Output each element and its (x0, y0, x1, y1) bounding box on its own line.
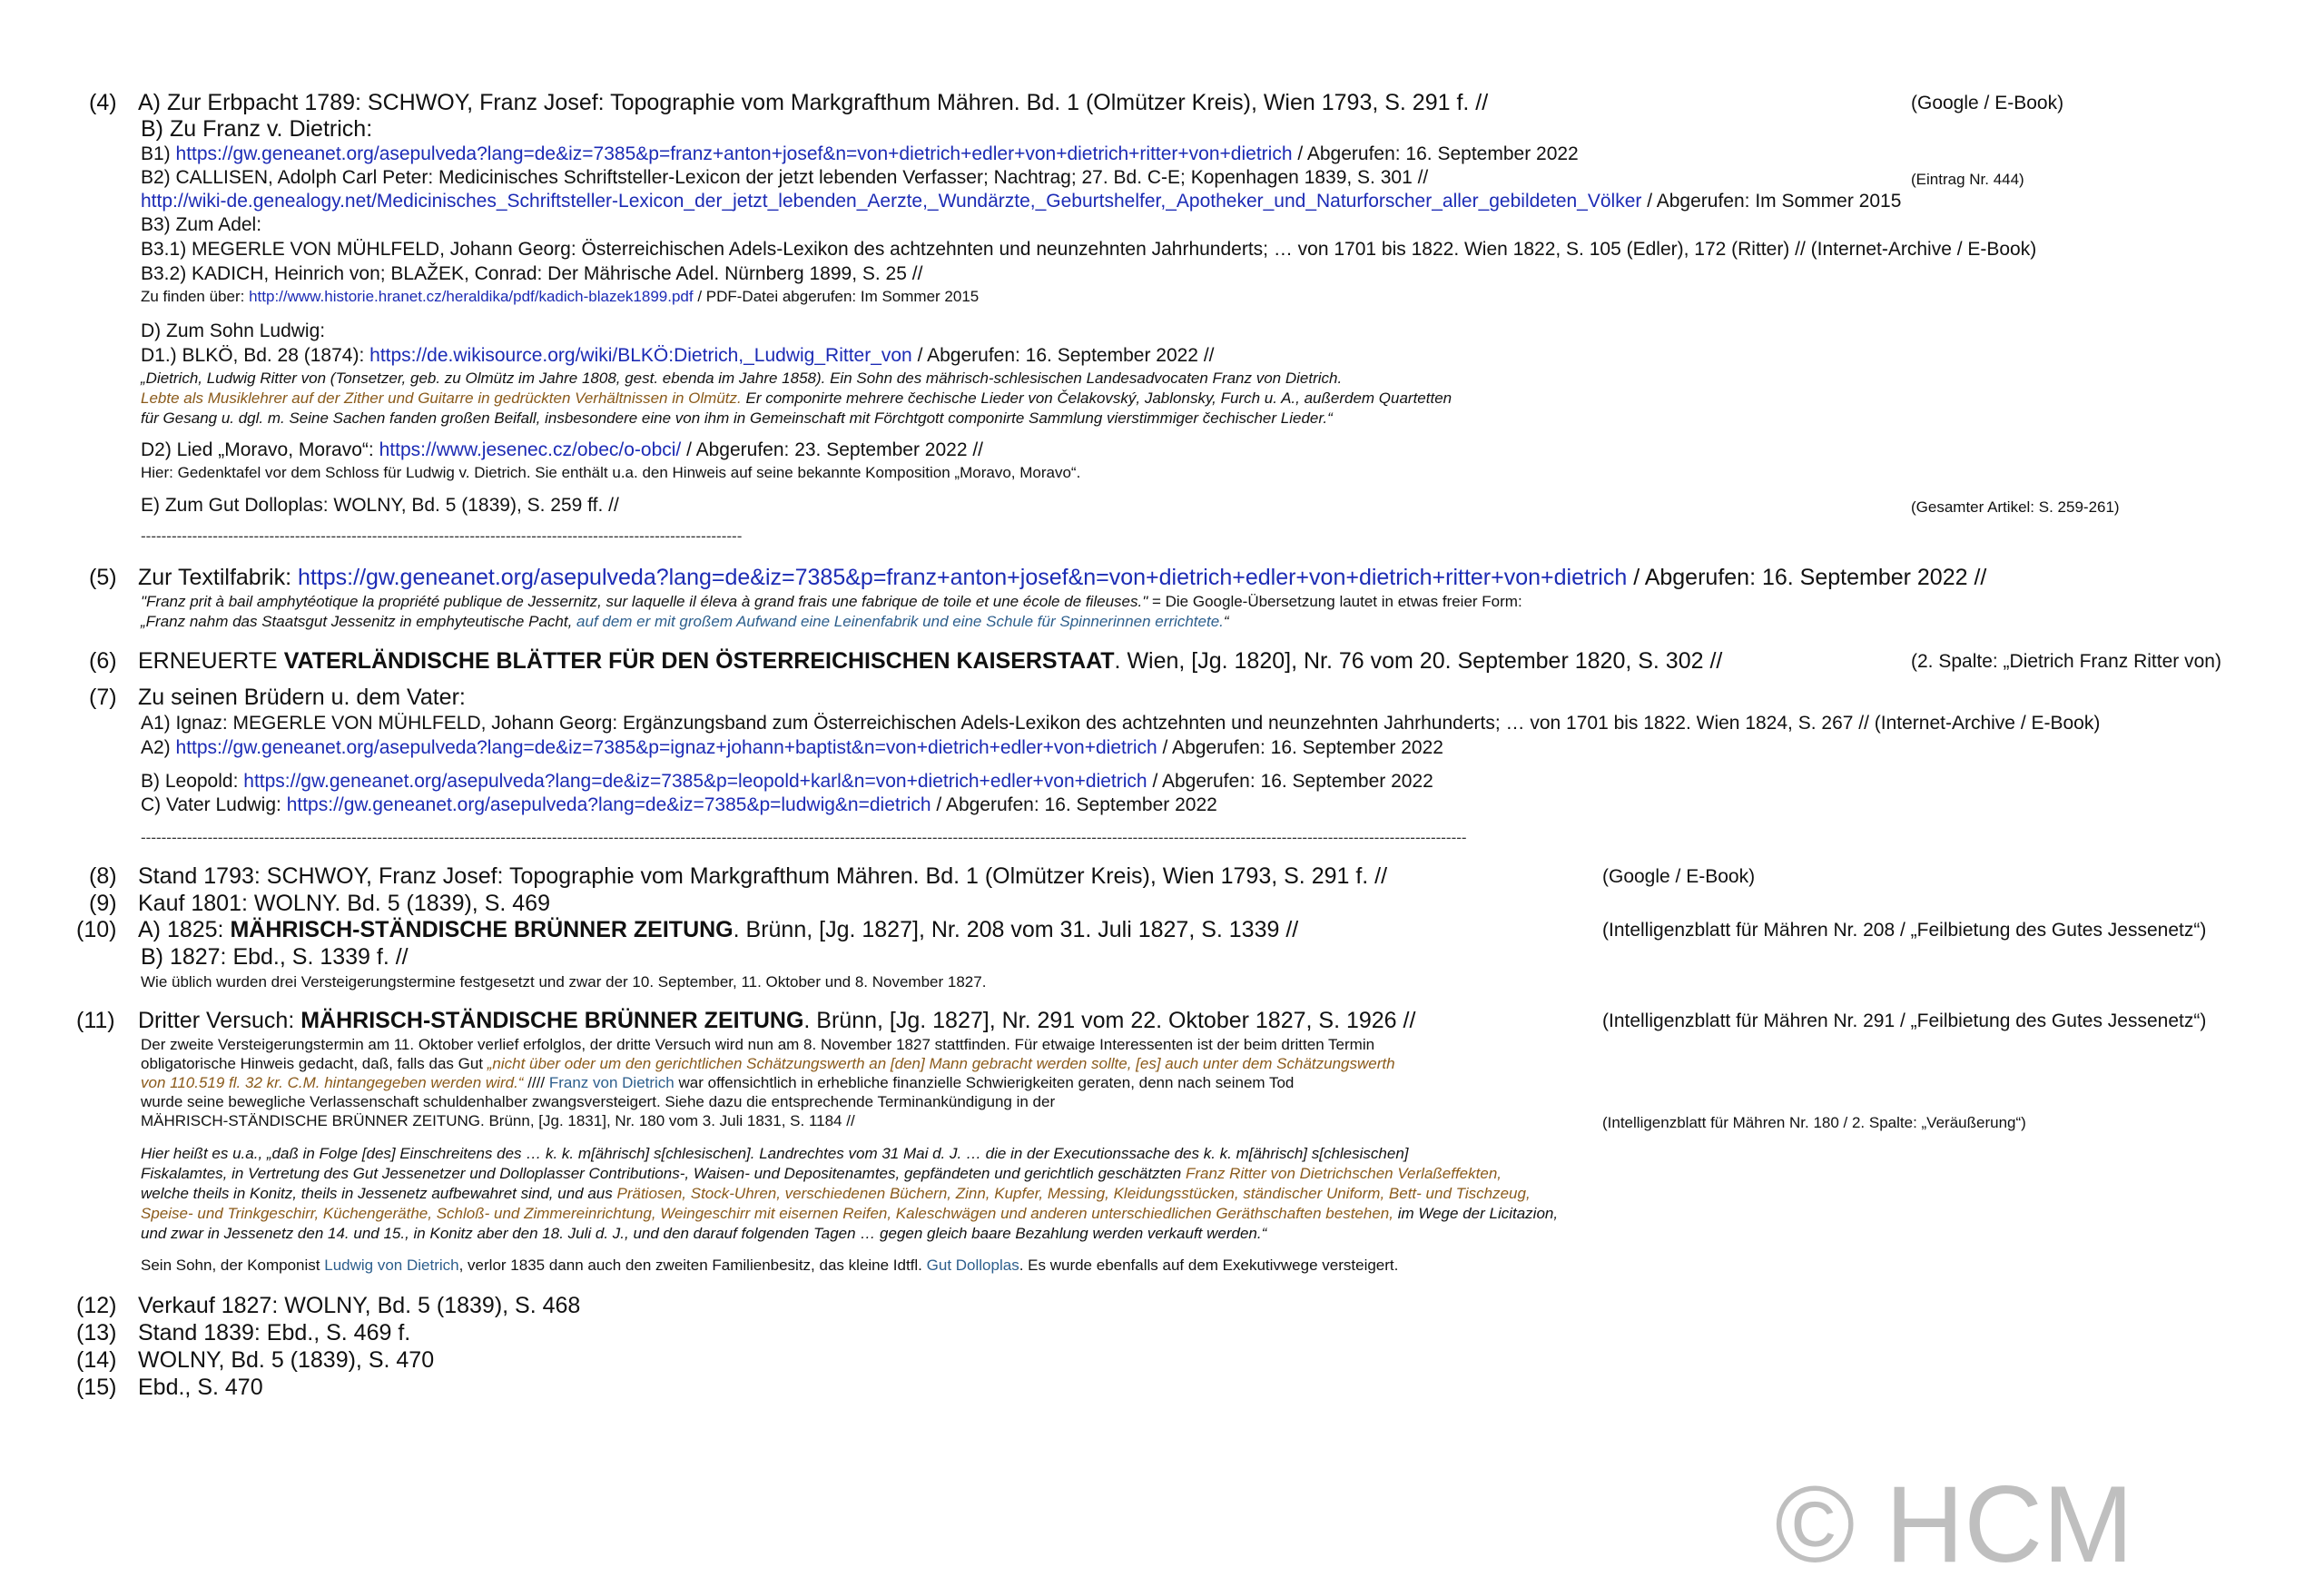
quote-line: „Franz nahm das Staatsgut Jessenitz in emphyteutische Pacht, auf dem er mit großem Aufwand eine Leinenfabrik und eine Schule für Spinnerinnen errichtete.“ (141, 613, 1229, 630)
body-line: Sein Sohn, der Komponist Ludwig von Dietrich, verlor 1835 dann auch den zweiten Familienbesitz, das kleine Idtfl. Gut Dolloplas. Es wurde ebenfalls auf dem Exekutivwege versteigert. (141, 1257, 1399, 1274)
section-heading: B3) Zum Adel: (141, 214, 262, 235)
reference-line: B) 1827: Ebd., S. 1339 f. // (141, 944, 409, 970)
footnote-text: Verkauf 1827: WOLNY, Bd. 5 (1839), S. 468 (138, 1293, 581, 1318)
reference-link[interactable]: https://gw.geneanet.org/asepulveda?lang=de&iz=7385&p=ignaz+johann+baptist&n=von+dietrich+edler+von+dietrich (175, 737, 1157, 758)
body-line: wurde seine bewegliche Verlassenschaft schuldenhalber zwangsversteigert. Siehe dazu die entsprechende Terminankündigung in der (141, 1093, 1056, 1110)
reference-link[interactable]: https://www.jesenec.cz/obec/o-obci/ (379, 439, 682, 460)
footnote-text: Ebd., S. 470 (138, 1375, 263, 1400)
source-note: (Gesamter Artikel: S. 259-261) (1911, 498, 2120, 516)
quote-line: "Franz prit à bail amphytéotique la propriété publique de Jessernitz, sur laquelle il éleva à grand frais une fabrique de toile et une école de fileuses." = Die Google-Übersetzung lautet in etwas freier Form: (141, 593, 1522, 610)
reference-line: B) Leopold: https://gw.geneanet.org/asepulveda?lang=de&iz=7385&p=leopold+karl&n=von+dietrich+edler+von+dietrich / Abgerufen: 16. September 2022 (141, 771, 1433, 792)
reference-line: A2) https://gw.geneanet.org/asepulveda?lang=de&iz=7385&p=ignaz+johann+baptist&n=von+dietrich+edler+von+dietrich / Abgerufen: 16. September 2022 (141, 737, 1443, 758)
footnote-text: ERNEUERTE VATERLÄNDISCHE BLÄTTER FÜR DEN ÖSTERREICHISCHEN KAISERSTAAT. Wien, [Jg. 1820], Nr. 76 vom 20. September 1820, S. 302 // (138, 648, 1723, 674)
quote-line: Speise- und Trinkgeschirr, Küchengeräthe, Schloß- und Zimmereinrichtung, Weingeschirr mit eisernen Reifen, Kaleschwägen und anderen unterschiedlichen Geräthschaften bestehen, im Wege der Licitazion, (141, 1205, 1559, 1222)
reference-link[interactable]: https://gw.geneanet.org/asepulveda?lang=de&iz=7385&p=franz+anton+josef&n=von+dietrich+edler+von+dietrich+ritter+von+dietrich (175, 143, 1293, 164)
body-line: obligatorische Hinweis gedacht, daß, falls das Gut „nicht über oder um den gerichtlichen Schätzungswerth an [den] Mann gebracht werden sollte, [es] auch unter dem Schätzungswerth (141, 1055, 1395, 1072)
quote-line: welche theils in Konitz, theils in Jessenetz aufbewahret sind, und aus Prätiosen, Stock-Uhren, verschiedenen Büchern, Zinn, Kupfer, Messing, Kleidungsstücken, ständischer Uniform, Bett- und Tischzeug, (141, 1185, 1531, 1202)
footnote-text: Stand 1839: Ebd., S. 469 f. (138, 1320, 411, 1346)
reference-link[interactable]: https://gw.geneanet.org/asepulveda?lang=de&iz=7385&p=franz+anton+josef&n=von+dietrich+edler+von+dietrich+ritter+von+dietrich (297, 565, 1628, 590)
footnote-number: (6) (89, 648, 117, 674)
reference-link[interactable]: https://de.wikisource.org/wiki/BLKÖ:Dietrich,_Ludwig_Ritter_von (369, 345, 912, 366)
footnote-number: (9) (89, 891, 117, 916)
quote-line: Hier heißt es u.a., „daß in Folge [des] Einschreitens des … k. k. m[ährisch] s[chlesischen]. Landrechtes vom 31 Mai d. J. … die in der Executionssache des k. k. m[ährisch] s[chlesischen] (141, 1145, 1409, 1162)
copyright-watermark: © HCM (1775, 1464, 2134, 1585)
footnote-text: WOLNY, Bd. 5 (1839), S. 470 (138, 1347, 435, 1373)
footnote-number: (10) (76, 917, 117, 942)
reference-note: Wie üblich wurden drei Versteigerungstermine festgesetzt und zwar der 10. September, 11. Oktober und 8. November 1827. (141, 973, 987, 991)
footnote-number: (12) (76, 1293, 117, 1318)
source-note: (Eintrag Nr. 444) (1911, 171, 2024, 188)
footnote-text: A) 1825: MÄHRISCH-STÄNDISCHE BRÜNNER ZEITUNG. Brünn, [Jg. 1827], Nr. 208 vom 31. Juli 1827, S. 1339 // (138, 917, 1299, 942)
body-line: von 110.519 fl. 32 kr. C.M. hintangegeben werden wird.“ //// Franz von Dietrich war offensichtlich in erhebliche finanzielle Schwierigkeiten geraten, denn nach seinem Tod (141, 1074, 1295, 1091)
footnote-text: A) Zur Erbpacht 1789: SCHWOY, Franz Josef: Topographie vom Markgrafthum Mähren. Bd. 1 (Olmützer Kreis), Wien 1793, S. 291 f. // (138, 90, 1489, 115)
source-note: (Intelligenzblatt für Mähren Nr. 208 / „Feilbietung des Gutes Jessenetz“) (1602, 920, 2207, 941)
quote-line: Lebte als Musiklehrer auf der Zither und Guitarre in gedrückten Verhältnissen in Olmütz. Er componirte mehrere čechische Lieder von Čelakovský, Jablonsky, Furch u. A., außerdem Quartetten (141, 389, 1452, 407)
source-note: (2. Spalte: „Dietrich Franz Ritter von) (1911, 651, 2221, 672)
reference-line: D1.) BLKÖ, Bd. 28 (1874): https://de.wikisource.org/wiki/BLKÖ:Dietrich,_Ludwig_Ritter_von / Abgerufen: 16. September 2022 // (141, 345, 1215, 366)
reference-link[interactable]: https://gw.geneanet.org/asepulveda?lang=de&iz=7385&p=leopold+karl&n=von+dietrich+edler+von+dietrich (243, 771, 1147, 792)
reference-line: B1) https://gw.geneanet.org/asepulveda?lang=de&iz=7385&p=franz+anton+josef&n=von+dietrich+edler+von+dietrich+ritter+von+dietrich / Abgerufen: 16. September 2022 (141, 143, 1579, 164)
reference-note: Hier: Gedenktafel vor dem Schloss für Ludwig v. Dietrich. Sie enthält u.a. den Hinweis auf seine bekannte Komposition „Moravo, Moravo“. (141, 464, 1081, 481)
footnote-text: Zu seinen Brüdern u. dem Vater: (138, 685, 466, 710)
footnote-number: (7) (89, 685, 117, 710)
quote-line: „Dietrich, Ludwig Ritter von (Tonsetzer, geb. zu Olmütz im Jahre 1808, gest. ebenda im Jahre 1858). Ein Sohn des mährisch-schlesischen Landesadvocaten Franz von Dietrich. (141, 370, 1343, 387)
body-line: MÄHRISCH-STÄNDISCHE BRÜNNER ZEITUNG. Brünn, [Jg. 1831], Nr. 180 vom 3. Juli 1831, S. 1184 // (141, 1112, 855, 1129)
body-line: Der zweite Versteigerungstermin am 11. Oktober verlief erfolglos, der dritte Versuch wird nun am 8. November 1827 stattfinden. Für etwaige Interessenten ist der beim dritten Termin (141, 1036, 1375, 1053)
footnote-number: (11) (76, 1008, 115, 1033)
quote-line: für Gesang u. dgl. m. Seine Sachen fanden großen Beifall, insbesondere eine von ihm in Gemeinschaft mit Förchtgott componirte Sammlung vierstimmiger čechischer Lieder.“ (141, 409, 1333, 427)
footnote-text: Zur Textilfabrik: https://gw.geneanet.org/asepulveda?lang=de&iz=7385&p=franz+anton+josef&n=von+dietrich+edler+von+dietrich+ritter+von+dietrich / Abgerufen: 16. September 2022 // (138, 565, 1987, 590)
reference-line: B3.1) MEGERLE VON MÜHLFELD, Johann Georg: Österreichischen Adels-Lexikon des achtzehnten und neunzehnten Jahrhunderts; … von 1701 bis 1822. Wien 1822, S. 105 (Edler), 172 (Ritter) // (Internet-Archive / E-Book) (141, 239, 2037, 260)
reference-link[interactable]: http://wiki-de.genealogy.net/Medicinisches_Schriftsteller-Lexicon_der_jetzt_lebenden_Aerzte,_Wundärzte,_Geburtshelfer,_Apotheker_und_Naturforscher_aller_gebildeten_Völker (141, 191, 1642, 212)
reference-link[interactable]: http://www.historie.hranet.cz/heraldika/pdf/kadich-blazek1899.pdf (249, 288, 694, 305)
reference-line: A1) Ignaz: MEGERLE VON MÜHLFELD, Johann Georg: Ergänzungsband zum Österreichischen Adels-Lexikon des achtzehnten und neunzehnten Jahrhunderts; … von 1701 bis 1822. Wien 1824, S. 267 // (Internet-Archive / E-Book) (141, 713, 2101, 734)
reference-line: E) Zum Gut Dolloplas: WOLNY, Bd. 5 (1839), S. 259 ff. // (141, 495, 619, 516)
source-note: (Google / E-Book) (1911, 93, 2064, 113)
footnote-number: (15) (76, 1375, 117, 1400)
separator: ------------------------------------------------------------------------------------------------------------------------------------------------------------------------------------------------------------------------------------------------------------------ (141, 829, 1467, 846)
footnote-number: (14) (76, 1347, 117, 1373)
reference-line: C) Vater Ludwig: https://gw.geneanet.org/asepulveda?lang=de&iz=7385&p=ludwig&n=dietrich / Abgerufen: 16. September 2022 (141, 794, 1217, 815)
footnote-number: (8) (89, 863, 117, 889)
footnote-number: (4) (89, 90, 117, 115)
section-heading: D) Zum Sohn Ludwig: (141, 320, 326, 341)
quote-line: und zwar in Jessenetz den 14. und 15., in Konitz aber den 18. Juli d. J., und den darauf folgenden Tagen … gegen gleich baare Bezahlung werden verkauft werden.“ (141, 1225, 1267, 1242)
reference-line: B3.2) KADICH, Heinrich von; BLAŽEK, Conrad: Der Mährische Adel. Nürnberg 1899, S. 25 // (141, 263, 923, 284)
footnote-text: Kauf 1801: WOLNY. Bd. 5 (1839), S. 469 (138, 891, 550, 916)
source-note: (Google / E-Book) (1602, 866, 1756, 887)
footnote-text: Dritter Versuch: MÄHRISCH-STÄNDISCHE BRÜNNER ZEITUNG. Brünn, [Jg. 1827], Nr. 291 vom 22. Oktober 1827, S. 1926 // (138, 1008, 1416, 1033)
footnote-number: (13) (76, 1320, 117, 1346)
source-note: (Intelligenzblatt für Mähren Nr. 291 / „Feilbietung des Gutes Jessenetz“) (1602, 1010, 2207, 1031)
section-heading: B) Zu Franz v. Dietrich: (141, 116, 373, 142)
reference-note: Zu finden über: http://www.historie.hranet.cz/heraldika/pdf/kadich-blazek1899.pdf / PDF-Datei abgerufen: Im Sommer 2015 (141, 288, 980, 305)
separator: --------------------------------------------------------------------------------------------------------------------- (141, 527, 743, 545)
reference-line: http://wiki-de.genealogy.net/Medicinisches_Schriftsteller-Lexicon_der_jetzt_lebenden_Aerzte,_Wundärzte,_Geburtshelfer,_Apotheker_und_Naturforscher_aller_gebildeten_Völker / Abgerufen: Im Sommer 2015 (141, 191, 1902, 212)
footnote-number: (5) (89, 565, 117, 590)
reference-link[interactable]: https://gw.geneanet.org/asepulveda?lang=de&iz=7385&p=ludwig&n=dietrich (286, 794, 931, 815)
reference-line: D2) Lied „Moravo, Moravo“: https://www.jesenec.cz/obec/o-obci/ / Abgerufen: 23. September 2022 // (141, 439, 984, 460)
reference-line: B2) CALLISEN, Adolph Carl Peter: Medicinisches Schriftsteller-Lexicon der jetzt lebenden Verfasser; Nachtrag; 27. Bd. C-E; Kopenhagen 1839, S. 301 // (141, 167, 1429, 188)
source-note: (Intelligenzblatt für Mähren Nr. 180 / 2. Spalte: „Veräußerung“) (1602, 1114, 2026, 1131)
footnote-text: Stand 1793: SCHWOY, Franz Josef: Topographie vom Markgrafthum Mähren. Bd. 1 (Olmützer Kreis), Wien 1793, S. 291 f. // (138, 863, 1388, 889)
quote-line: Fiskalamtes, in Vertretung des Gut Jessenetzer und Dolloplasser Contributions-, Waisen- und Depositenamtes, gepfändeten und gerichtlich geschätzten Franz Ritter von Dietrichschen Verlaßeffekten, (141, 1165, 1502, 1182)
